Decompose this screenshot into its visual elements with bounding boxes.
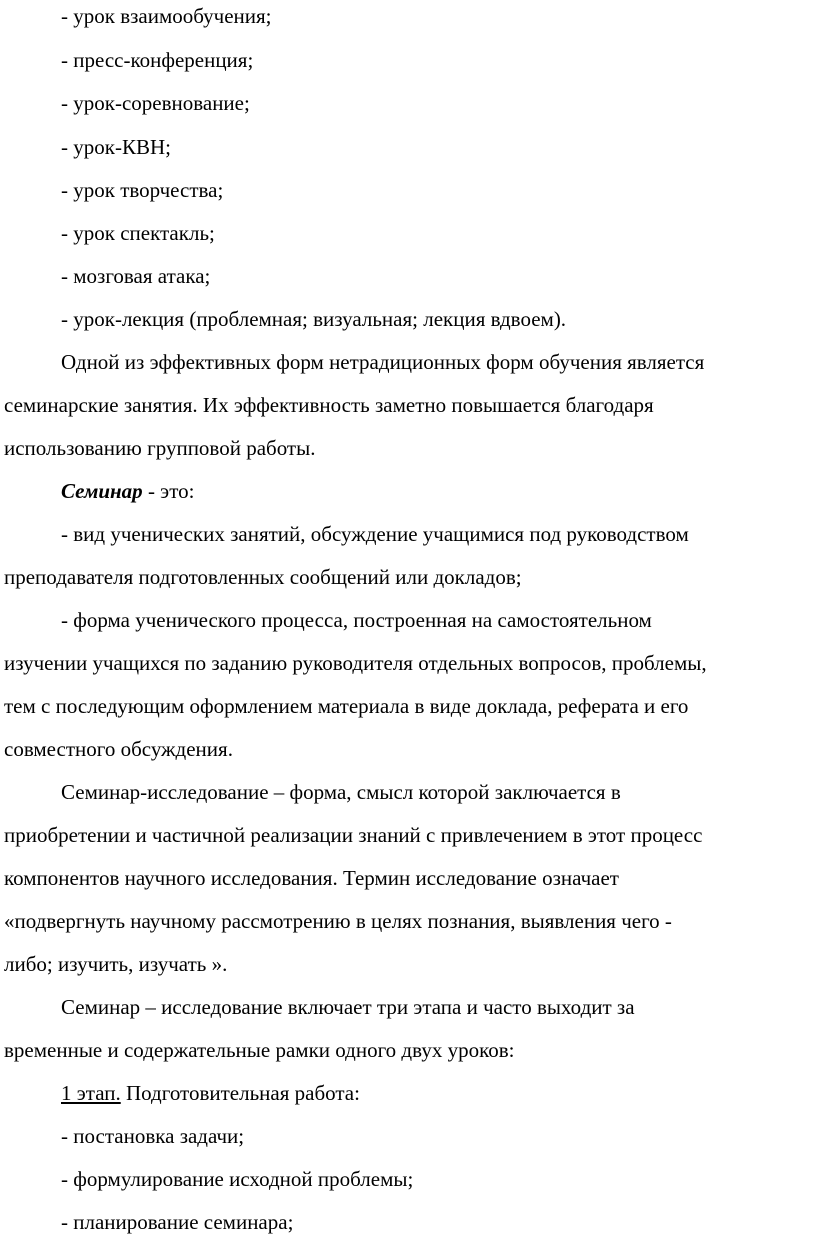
list-item: - урок-соревнование; xyxy=(61,91,250,115)
list-item: - урок спектакль; xyxy=(61,221,215,245)
paragraph-line: компонентов научного исследования. Термин исследование означает xyxy=(4,866,619,890)
paragraph-line: семинарские занятия. Их эффективность заметно повышается благодаря xyxy=(4,393,654,417)
paragraph-line: либо; изучить, изучать ». xyxy=(4,952,228,976)
list-item: - формулирование исходной проблемы; xyxy=(61,1167,414,1191)
paragraph-line: Семинар – исследование включает три этапа и часто выходит за xyxy=(61,995,635,1019)
seminar-term: Семинар xyxy=(61,479,143,503)
seminar-term-suffix: - это: xyxy=(142,479,195,503)
definition-line: изучении учащихся по заданию руководителя отдельных вопросов, проблемы, xyxy=(4,651,707,675)
list-item: - пресс-конференция; xyxy=(61,48,254,72)
paragraph-line: «подвергнуть научному рассмотрению в целях познания, выявления чего - xyxy=(4,909,672,933)
definition-line: преподавателя подготовленных сообщений или докладов; xyxy=(4,565,522,589)
list-item: - планирование семинара; xyxy=(61,1210,294,1234)
stage-heading xyxy=(61,1079,360,1107)
paragraph-line: Одной из эффективных форм нетрадиционных форм обучения является xyxy=(61,350,705,374)
paragraph-line: приобретении и частичной реализации знаний с привлечением в этот процесс xyxy=(4,823,703,847)
list-item: - постановка задачи; xyxy=(61,1124,245,1148)
list-item: - урок творчества; xyxy=(61,178,224,202)
definition-line: тем с последующим оформлением материала в виде доклада, реферата и его xyxy=(4,694,689,718)
list-item: - урок-КВН; xyxy=(61,135,171,159)
paragraph-line: временные и содержательные рамки одного двух уроков: xyxy=(4,1038,515,1062)
list-item: - мозговая атака; xyxy=(61,264,211,288)
definition-line: - вид ученических занятий, обсуждение учащимися под руководством xyxy=(61,522,689,546)
seminar-definition-heading xyxy=(61,477,194,505)
definition-line: - форма ученического процесса, построенная на самостоятельном xyxy=(61,608,652,632)
definition-line: совместного обсуждения. xyxy=(4,737,233,761)
list-item: - урок взаимообучения; xyxy=(61,4,272,28)
paragraph-line: использованию групповой работы. xyxy=(4,436,316,460)
paragraph-line: Семинар-исследование – форма, смысл которой заключается в xyxy=(61,780,621,804)
stage-label: 1 этап. xyxy=(61,1081,121,1105)
stage-title: Подготовительная работа: xyxy=(120,1081,360,1105)
list-item: - урок-лекция (проблемная; визуальная; лекция вдвоем). xyxy=(61,307,567,331)
